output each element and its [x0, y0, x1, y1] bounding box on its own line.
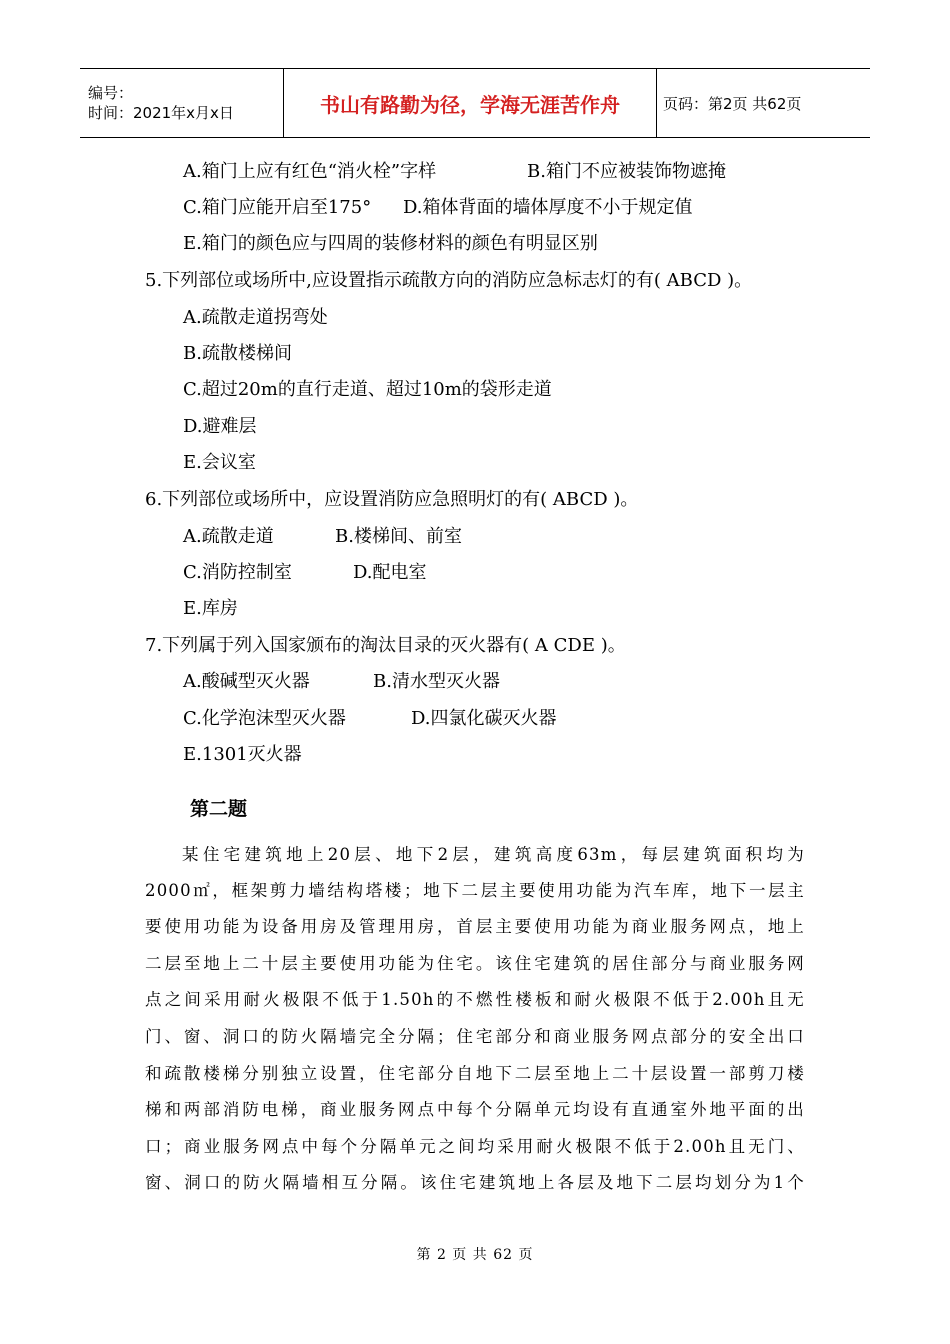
- paragraph-line: 窗、洞口的防火隔墙相互分隔。该住宅建筑地上各层及地下二层均划分为1个: [145, 1173, 805, 1192]
- paragraph-line: 门、窗、洞口的防火隔墙完全分隔；住宅部分和商业服务网点部分的安全出口: [145, 1027, 805, 1046]
- option-line: C.消防控制室: [183, 562, 292, 583]
- paragraph-line: 2000㎡，框架剪力墙结构塔楼；地下二层主要使用功能为汽车库，地下一层主: [145, 881, 805, 900]
- paragraph-line: 要使用功能为设备用房及管理用房，首层主要使用功能为商业服务网点，地上: [145, 917, 805, 936]
- paragraph-line: 点之间采用耐火极限不低于1.50h的不燃性楼板和耐火极限不低于2.00h且无: [145, 990, 805, 1009]
- option-line: A.疏散走道拐弯处: [183, 307, 328, 328]
- paragraph-line: 某住宅建筑地上20层、地下2层，建筑高度63m，每层建筑面积均为: [182, 845, 805, 864]
- option-line: E.库房: [183, 598, 238, 619]
- option-line: D.配电室: [353, 562, 427, 583]
- date-label: 时间：2021年x月x日: [88, 104, 234, 122]
- option-line: C.化学泡沫型灭火器: [183, 708, 346, 729]
- question-7: 7.下列属于列入国家颁布的淘汰目录的灭火器有( A CDE )。: [145, 635, 626, 656]
- option-line: E.1301灭火器: [183, 744, 302, 765]
- option-line: C.超过20m的直行走道、超过10m的袋形走道: [183, 379, 552, 400]
- page-info-text: 页码：第2页 共62页: [663, 94, 802, 113]
- option-line: D.箱体背面的墙体厚度不小于规定值: [403, 197, 693, 218]
- option-line: D.避难层: [183, 416, 257, 437]
- question-6: 6.下列部位或场所中，应设置消防应急照明灯的有( ABCD )。: [145, 489, 639, 510]
- option-line: A.酸碱型灭火器: [183, 671, 310, 692]
- option-line: D.四氯化碳灭火器: [411, 708, 557, 729]
- option-line: C.箱门应能开启至175°: [183, 197, 372, 218]
- page-footer: 第 2 页 共 62 页: [416, 1247, 534, 1263]
- option-line: A.箱门上应有红色“消火栓”字样: [183, 161, 437, 182]
- option-line: A.疏散走道: [183, 526, 274, 547]
- page-header: [80, 68, 870, 138]
- option-line: B.楼梯间、前室: [335, 526, 462, 547]
- header-motto: [283, 69, 657, 137]
- option-line: B.清水型灭火器: [373, 671, 500, 692]
- header-page-info: [657, 69, 870, 137]
- option-line: B.箱门不应被装饰物遮掩: [527, 161, 726, 182]
- paragraph-line: 口；商业服务网点中每个分隔单元之间均采用耐火极限不低于2.00h且无门、: [145, 1137, 805, 1156]
- section-title: 第二题: [190, 798, 248, 820]
- header-meta: [80, 69, 283, 137]
- question-5: 5.下列部位或场所中,应设置指示疏散方向的消防应急标志灯的有( ABCD )。: [145, 270, 753, 291]
- motto-text: 书山有路勤为径，学海无涯苦作舟: [320, 92, 620, 117]
- paragraph-line: 梯和两部消防电梯，商业服务网点中每个分隔单元均设有直通室外地平面的出: [145, 1100, 805, 1119]
- option-line: E.会议室: [183, 452, 256, 473]
- paragraph-line: 和疏散楼梯分别独立设置，住宅部分自地下二层至地上二十层设置一部剪刀楼: [145, 1064, 805, 1083]
- option-line: E.箱门的颜色应与四周的装修材料的颜色有明显区别: [183, 233, 598, 254]
- paragraph-line: 二层至地上二十层主要使用功能为住宅。该住宅建筑的居住部分与商业服务网: [145, 954, 805, 973]
- number-label: 编号：: [88, 84, 134, 102]
- option-line: B.疏散楼梯间: [183, 343, 292, 364]
